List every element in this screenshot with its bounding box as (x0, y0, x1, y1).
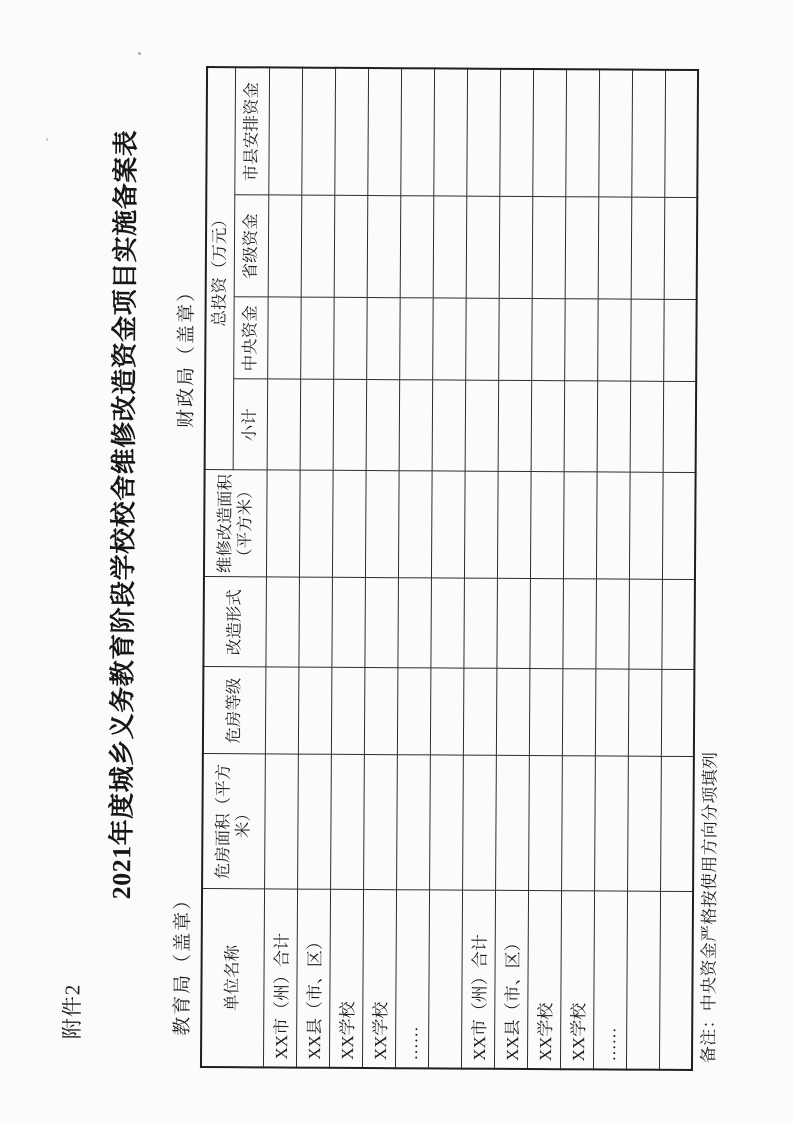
data-cell (465, 299, 499, 381)
data-cell (265, 577, 299, 667)
finance-bureau-stamp-label: 财政局（盖章） (175, 280, 198, 428)
data-cell (597, 381, 631, 472)
data-cell (300, 298, 334, 380)
data-cell (367, 196, 401, 298)
data-cell (664, 70, 698, 198)
data-cell (496, 669, 530, 756)
data-cell (268, 67, 302, 195)
data-cell (662, 473, 696, 580)
form-title: 2021年度城乡义务教育阶段学校校舍维修改造资金项目实施备案表 (106, 129, 141, 900)
unit-name-cell: …… (593, 891, 627, 1069)
data-cell (495, 756, 529, 891)
unit-name-cell: XX学校 (362, 890, 396, 1068)
data-cell (463, 579, 497, 669)
repair-area-line2: （平方米） (235, 482, 255, 566)
col-header-subtotal: 小计 (233, 379, 268, 470)
unit-name-cell: XX市（州）合计 (461, 891, 495, 1069)
col-header-provincial-funds: 省级资金 (234, 195, 269, 297)
data-cell (594, 756, 628, 891)
scan-speck (138, 52, 141, 55)
col-header-dilapidated-grade: 危房等级 (203, 667, 266, 754)
data-cell (528, 756, 562, 891)
attachment-label: 附件2 (60, 983, 85, 1040)
record-form-table (200, 66, 699, 1071)
data-cell (431, 471, 465, 578)
scan-speck (46, 138, 48, 141)
data-cell (529, 579, 563, 669)
data-cell (397, 578, 431, 668)
data-cell (565, 197, 599, 299)
data-cell (465, 381, 499, 472)
data-cell (331, 668, 365, 755)
data-cell (268, 195, 302, 297)
data-cell (299, 471, 333, 578)
data-cell (429, 755, 463, 890)
data-cell (532, 69, 566, 197)
data-cell (463, 669, 497, 756)
data-cell (399, 298, 433, 380)
data-cell (267, 379, 301, 470)
data-cell (331, 578, 365, 668)
data-cell (334, 196, 368, 298)
data-cell (398, 471, 432, 578)
data-cell (565, 69, 599, 197)
unit-name-cell: XX县（市、区） (494, 891, 528, 1069)
data-cell (466, 197, 500, 299)
data-cell (364, 668, 398, 755)
unit-name-cell: XX县（市、区） (296, 890, 330, 1068)
table-row (659, 70, 698, 1070)
data-cell (564, 381, 598, 472)
data-cell (265, 667, 299, 754)
data-cell (563, 472, 597, 579)
data-cell (267, 297, 301, 379)
unit-name-cell: XX学校 (527, 891, 561, 1069)
data-cell (298, 668, 332, 755)
data-cell (332, 471, 366, 578)
data-cell (532, 197, 566, 299)
data-cell (397, 668, 431, 755)
data-cell (333, 380, 367, 471)
data-cell (661, 670, 695, 757)
data-cell (496, 579, 530, 669)
data-cell (664, 198, 698, 300)
data-cell (432, 380, 466, 471)
data-cell (298, 578, 332, 668)
data-cell (564, 299, 598, 381)
data-cell (630, 300, 664, 382)
data-cell (561, 756, 595, 891)
data-cell (499, 197, 533, 299)
data-cell (530, 472, 564, 579)
education-bureau-stamp-label: 教育局（盖章） (172, 888, 195, 1036)
data-cell (631, 70, 665, 198)
data-cell (628, 670, 662, 757)
data-cell (466, 69, 500, 197)
data-cell (663, 300, 697, 382)
col-header-total-investment: 总投资（万元） (205, 67, 235, 470)
data-cell (630, 382, 664, 473)
data-cell (628, 580, 662, 670)
unit-name-cell: XX市（州）合计 (263, 889, 297, 1067)
col-header-city-county-funds: 市县安排资金 (234, 67, 269, 195)
data-cell (334, 68, 368, 196)
data-cell (430, 668, 464, 755)
unit-name-cell (659, 892, 693, 1070)
data-cell (365, 471, 399, 578)
data-cell (364, 578, 398, 668)
data-cell (562, 669, 596, 756)
data-cell (363, 755, 397, 890)
data-cell (597, 299, 631, 381)
footnote: 备注：中央资金严格按使用方向分项填列 (699, 751, 720, 1064)
data-cell (396, 755, 430, 890)
data-cell (498, 299, 532, 381)
data-cell (264, 754, 298, 889)
data-cell (627, 757, 661, 892)
data-cell (562, 579, 596, 669)
data-cell (598, 197, 632, 299)
data-cell (366, 298, 400, 380)
unit-name-cell: XX学校 (329, 890, 363, 1068)
data-cell (366, 380, 400, 471)
col-header-dilapidated-area: 危房面积（平方米） (202, 754, 265, 889)
unit-name-cell (428, 890, 462, 1068)
data-cell (531, 381, 565, 472)
data-cell (430, 578, 464, 668)
header-row-1 (201, 67, 235, 1067)
scan-speck (334, 94, 336, 96)
repair-area-line1: 维修改造面积 (215, 474, 235, 574)
data-cell (433, 196, 467, 298)
data-cell (399, 380, 433, 471)
unit-name-cell: …… (395, 890, 429, 1068)
data-cell (333, 298, 367, 380)
col-header-unit-name: 单位名称 (201, 889, 264, 1067)
col-header-central-funds: 中央资金 (233, 297, 268, 379)
data-cell (462, 756, 496, 891)
data-cell (400, 68, 434, 196)
data-cell (660, 757, 694, 892)
data-cell (499, 69, 533, 197)
data-cell (497, 472, 531, 579)
data-cell (498, 381, 532, 472)
data-cell (301, 196, 335, 298)
data-cell (663, 382, 697, 473)
data-cell (595, 579, 629, 669)
data-cell (464, 472, 498, 579)
data-cell (367, 68, 401, 196)
data-cell (300, 380, 334, 471)
data-cell (330, 755, 364, 890)
data-cell (266, 470, 300, 577)
data-cell (531, 299, 565, 381)
data-cell (529, 669, 563, 756)
data-cell (661, 580, 695, 670)
unit-name-cell (626, 892, 660, 1070)
data-cell (631, 198, 665, 300)
data-cell (400, 196, 434, 298)
data-cell (433, 68, 467, 196)
data-cell (595, 669, 629, 756)
data-cell (297, 755, 331, 890)
data-cell (629, 473, 663, 580)
data-cell (598, 69, 632, 197)
data-cell (301, 68, 335, 196)
col-header-renovation-form: 改造形式 (203, 577, 266, 667)
unit-name-cell: XX学校 (560, 891, 594, 1069)
col-header-repair-area (204, 470, 267, 577)
data-cell (596, 472, 630, 579)
data-cell (432, 298, 466, 380)
